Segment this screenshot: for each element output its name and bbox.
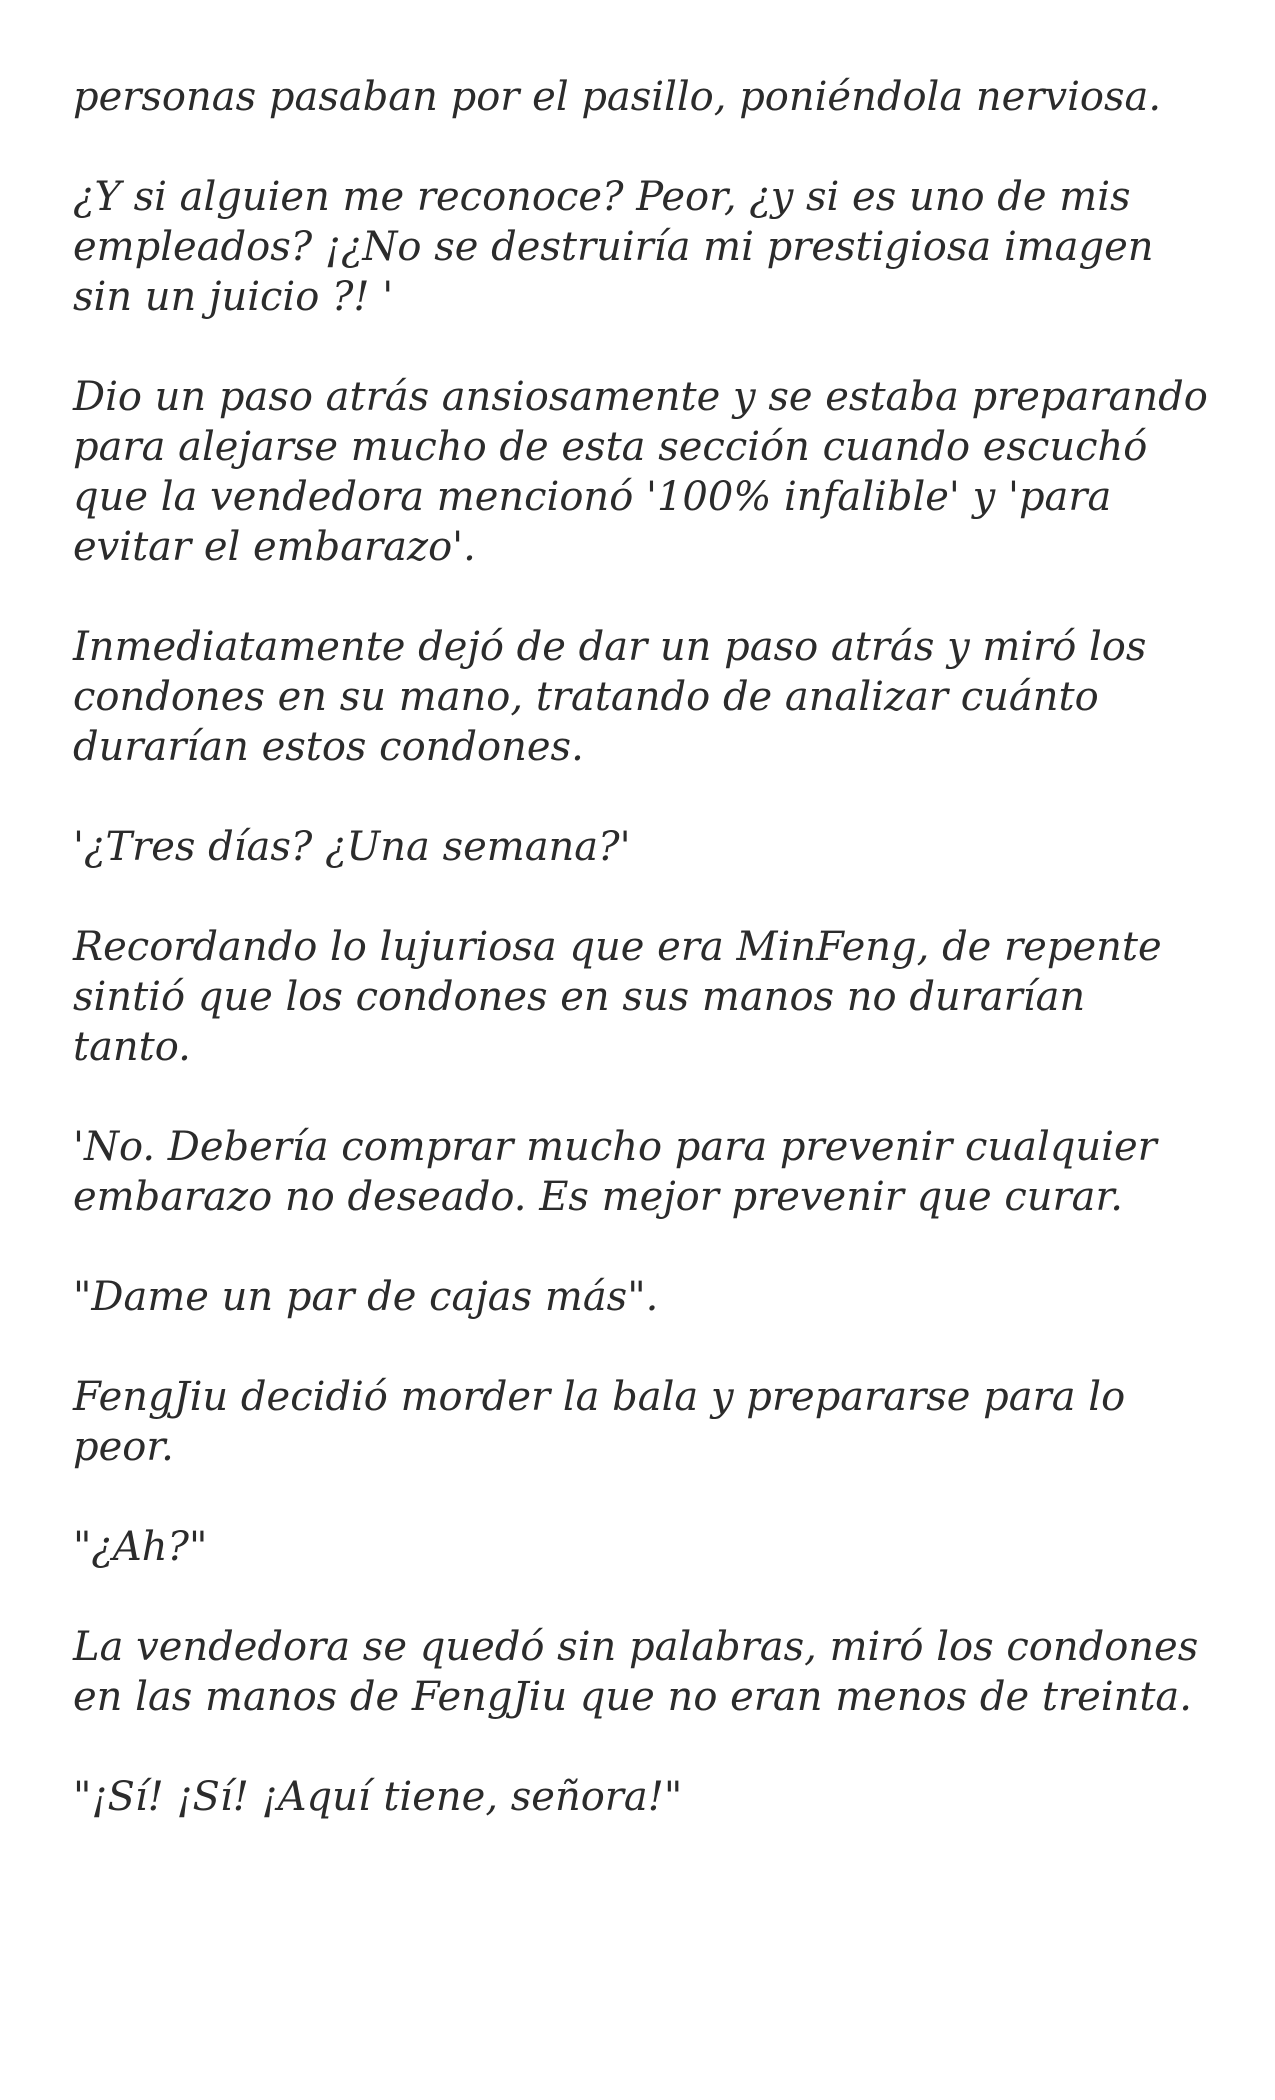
paragraph-6: Recordando lo lujuriosa que era MinFeng, de repente sintió que los condones en sus manos no durarían tanto. — [73, 924, 1162, 1070]
paragraph-11: La vendedora se quedó sin palabras, miró los condones en las manos de FengJiu que no eran menos de treinta. — [73, 1624, 1199, 1720]
paragraph-12: "¡Sí! ¡Sí! ¡Aquí tiene, señora!" — [73, 1774, 683, 1820]
paragraph-8: "Dame un par de cajas más". — [73, 1274, 659, 1320]
paragraph-9: FengJiu decidió morder la bala y prepararse para lo peor. — [73, 1374, 1126, 1470]
paragraph-5: '¿Tres días? ¿Una semana?' — [73, 824, 631, 870]
paragraph-4: Inmediatamente dejó de dar un paso atrás y miró los condones en su mano, tratando de analizar cuánto durarían estos condones. — [73, 624, 1147, 770]
document-body — [73, 72, 1213, 1872]
paragraph-10: "¿Ah?" — [73, 1524, 208, 1570]
paragraph-3: Dio un paso atrás ansiosamente y se estaba preparando para alejarse mucho de esta sección cuando escuchó que la vendedora mencionó '100% infalible' y 'para evitar el embarazo'. — [73, 374, 1208, 570]
paragraph-1: personas pasaban por el pasillo, poniéndola nerviosa. — [73, 74, 1162, 120]
paragraph-2: ¿Y si alguien me reconoce? Peor, ¿y si es uno de mis empleados? ¡¿No se destruiría mi prestigiosa imagen sin un juicio ?! ' — [73, 174, 1154, 320]
paragraph-7: 'No. Debería comprar mucho para prevenir cualquier embarazo no deseado. Es mejor prevenir que curar. — [73, 1124, 1157, 1220]
